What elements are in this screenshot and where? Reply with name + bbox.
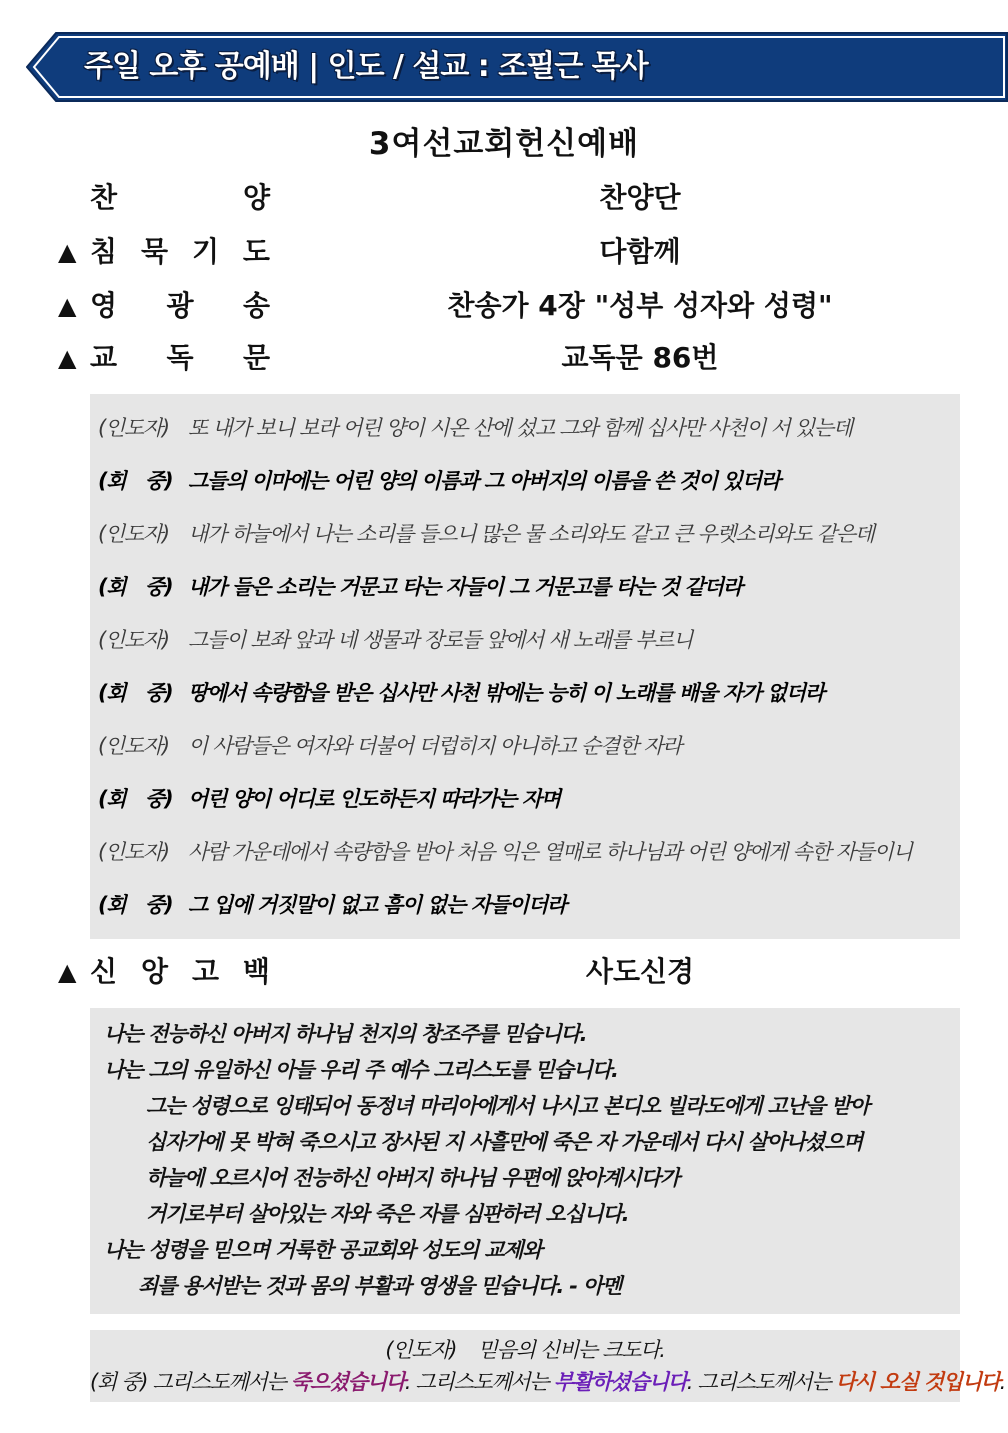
order-label (90, 336, 270, 380)
reading-line (98, 726, 958, 766)
order-label-char: 찬 (90, 181, 118, 214)
order-label-char: 독 (166, 341, 194, 374)
order-label-char: 묵 (140, 235, 169, 268)
order-label-char: 송 (242, 289, 270, 322)
reading-text: 또 내가 보니 보라 어린 양이 시온 산에 섰고 그와 함께 십사만 사천이 서 있는데 (188, 416, 852, 440)
reading-role: (회 중) (98, 575, 173, 599)
order-row-silent-prayer (0, 230, 1008, 274)
closing-leader-line (90, 1334, 960, 1366)
creed-line: 나는 그의 유일하신 아들 우리 주 예수 그리스도를 믿습니다. (104, 1058, 618, 1082)
reading-text: 내가 하늘에서 나는 소리를 들으니 많은 물 소리와도 같고 큰 우렛소리와도 같은데 (188, 522, 874, 546)
reading-text: 그들이 보좌 앞과 네 생물과 장로들 앞에서 새 노래를 부르니 (188, 628, 693, 652)
banner-title: 주일 오후 공예배 | 인도 / 설교 : 조필근 목사 (84, 49, 648, 84)
triangle-marker-icon: ▲ (58, 238, 77, 266)
closing-end: . (999, 1370, 1006, 1394)
creed-line: 나는 전능하신 아버지 하나님 천지의 창조주를 믿습니다. (104, 1022, 587, 1046)
reading-line (98, 620, 958, 660)
closing-acclamation-box (90, 1330, 1006, 1402)
reading-text: 사람 가운데에서 속량함을 받아 처음 익은 열매로 하나님과 어린 양에게 속한 자들이니 (188, 840, 912, 864)
reading-text: 그 입에 거짓말이 없고 흠이 없는 자들이더라 (188, 893, 566, 917)
reading-line (98, 673, 958, 713)
closing-text: . 그리스도께서는 (404, 1370, 549, 1394)
order-value: 찬양단 (599, 181, 681, 214)
creed-line: 그는 성령으로 잉태되어 동정녀 마리아에게서 나시고 본디오 빌라도에게 고난을 받아 (146, 1094, 870, 1118)
order-value: 교독문 86번 (561, 341, 719, 374)
order-label-char: 도 (242, 235, 270, 268)
closing-emphasis-risen: 부활하셨습니다 (553, 1370, 687, 1394)
order-label-char: 영 (90, 289, 118, 322)
order-label-char: 문 (242, 341, 270, 374)
reading-text: 그들의 이마에는 어린 양의 이름과 그 아버지의 이름을 쓴 것이 있더라 (188, 469, 780, 493)
triangle-marker-icon: ▲ (58, 958, 77, 986)
closing-congregation-line (90, 1366, 1006, 1398)
closing-text: 그리스도께서는 (152, 1370, 286, 1394)
order-label-char: 백 (242, 955, 270, 988)
order-label (90, 176, 270, 220)
order-value: 사도신경 (585, 955, 695, 988)
reading-line (98, 779, 958, 819)
reading-text: 내가 들은 소리는 거문고 타는 자들이 그 거문고를 타는 것 같더라 (188, 575, 742, 599)
order-row-creed (0, 950, 1008, 994)
closing-emphasis-died: 죽으셨습니다 (290, 1370, 405, 1394)
reading-role: (인도자) (98, 522, 169, 546)
reading-line (98, 832, 958, 872)
order-label-char: 양 (242, 181, 270, 214)
reading-role: (회 중) (98, 893, 173, 917)
order-label-char: 신 (90, 955, 118, 988)
creed-line: 나는 성령을 믿으며 거룩한 공교회와 성도의 교제와 (104, 1238, 542, 1262)
triangle-marker-icon: ▲ (58, 344, 77, 372)
closing-cong-role: (회 중) (90, 1370, 148, 1394)
triangle-marker-icon: ▲ (58, 292, 77, 320)
order-label-char: 침 (90, 235, 118, 268)
reading-line (98, 461, 958, 501)
order-row-doxology (0, 284, 1008, 328)
reading-role: (인도자) (98, 840, 169, 864)
reading-line (98, 885, 958, 925)
closing-text: . 그리스도께서는 (686, 1370, 831, 1394)
service-title: 3여선교회헌신예배 (368, 126, 640, 162)
order-value: 다함께 (599, 235, 681, 268)
order-label-char: 기 (191, 235, 219, 268)
reading-text: 이 사람들은 여자와 더불어 더럽히지 아니하고 순결한 자라 (188, 734, 682, 758)
header-banner (26, 32, 1008, 102)
order-label (90, 284, 270, 328)
reading-role: (회 중) (98, 681, 173, 705)
order-label-char: 고 (191, 955, 219, 988)
order-label (90, 230, 270, 274)
reading-line (98, 567, 958, 607)
apostles-creed-box (90, 1008, 960, 1314)
reading-text: 어린 양이 어디로 인도하든지 따라가는 자며 (188, 787, 560, 811)
reading-role: (인도자) (98, 416, 169, 440)
reading-text: 땅에서 속량함을 받은 십사만 사천 밖에는 능히 이 노래를 배울 자가 없더라 (188, 681, 824, 705)
creed-line: 죄를 용서받는 것과 몸의 부활과 영생을 믿습니다. - 아멘 (138, 1274, 622, 1298)
reading-line (98, 514, 958, 554)
order-value: 찬송가 4장 "성부 성자와 성령" (447, 289, 833, 322)
closing-leader-role: (인도자) (385, 1338, 457, 1362)
reading-role: (인도자) (98, 628, 169, 652)
reading-role: (회 중) (98, 787, 173, 811)
reading-role: (인도자) (98, 734, 169, 758)
reading-line (98, 408, 958, 448)
creed-line: 십자가에 못 박혀 죽으시고 장사된 지 사흘만에 죽은 자 가운데서 다시 살아나셨으며 (146, 1130, 863, 1154)
order-label (90, 950, 270, 994)
responsive-reading-box (90, 394, 960, 939)
order-label-char: 광 (166, 289, 194, 322)
reading-role: (회 중) (98, 469, 173, 493)
order-row-praise (0, 176, 1008, 220)
order-label-char: 교 (90, 341, 118, 374)
order-label-char: 앙 (140, 955, 169, 988)
closing-emphasis-come: 다시 오실 것입니다 (835, 1370, 1000, 1394)
creed-line: 거기로부터 살아있는 자와 죽은 자를 심판하러 오십니다. (146, 1202, 629, 1226)
order-row-responsive-reading (0, 336, 1008, 380)
creed-line: 하늘에 오르시어 전능하신 아버지 하나님 우편에 앉아계시다가 (146, 1166, 679, 1190)
closing-leader-text: 믿음의 신비는 크도다. (477, 1338, 665, 1362)
